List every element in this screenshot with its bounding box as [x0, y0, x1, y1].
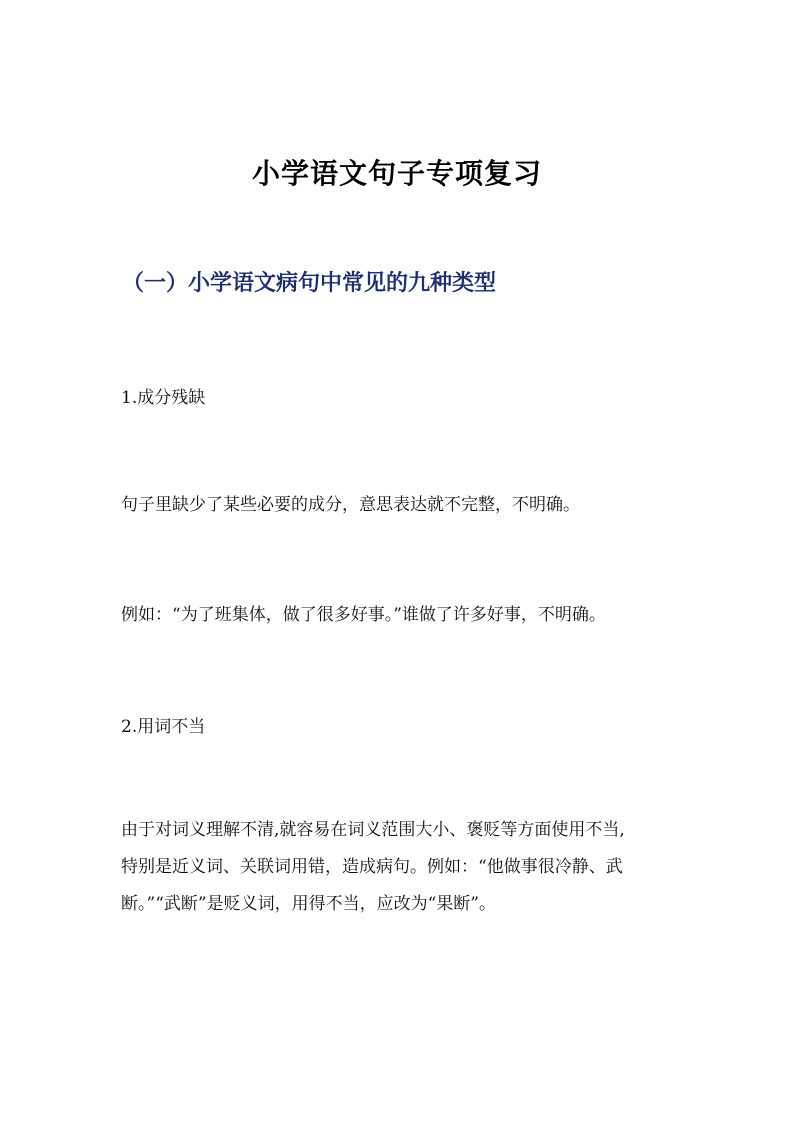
item-2-line-1: 由于对词义理解不清,就容易在词义范围大小、褒贬等方面使用不当,: [121, 820, 625, 840]
section-heading: （一）小学语文病句中常见的九种类型: [122, 270, 497, 296]
item-1-description: 句子里缺少了某些必要的成分，意思表达就不完整，不明确。: [121, 495, 580, 515]
document-title: 小学语文句子专项复习: [251, 157, 542, 190]
item-2-line-3: 断。”“武断”是贬义词，用得不当，应改为“果断”。: [121, 894, 496, 914]
item-2-line-2: 特别是近义词、关联词用错，造成病句。例如：“他做事很冷静、武: [121, 857, 623, 877]
item-2-paragraph: [121, 812, 691, 923]
item-heading-1: 1.成分残缺: [121, 388, 206, 408]
item-heading-2: 2.用词不当: [121, 717, 206, 737]
item-1-example: 例如：“为了班集体，做了很多好事。”谁做了许多好事，不明确。: [121, 605, 606, 625]
